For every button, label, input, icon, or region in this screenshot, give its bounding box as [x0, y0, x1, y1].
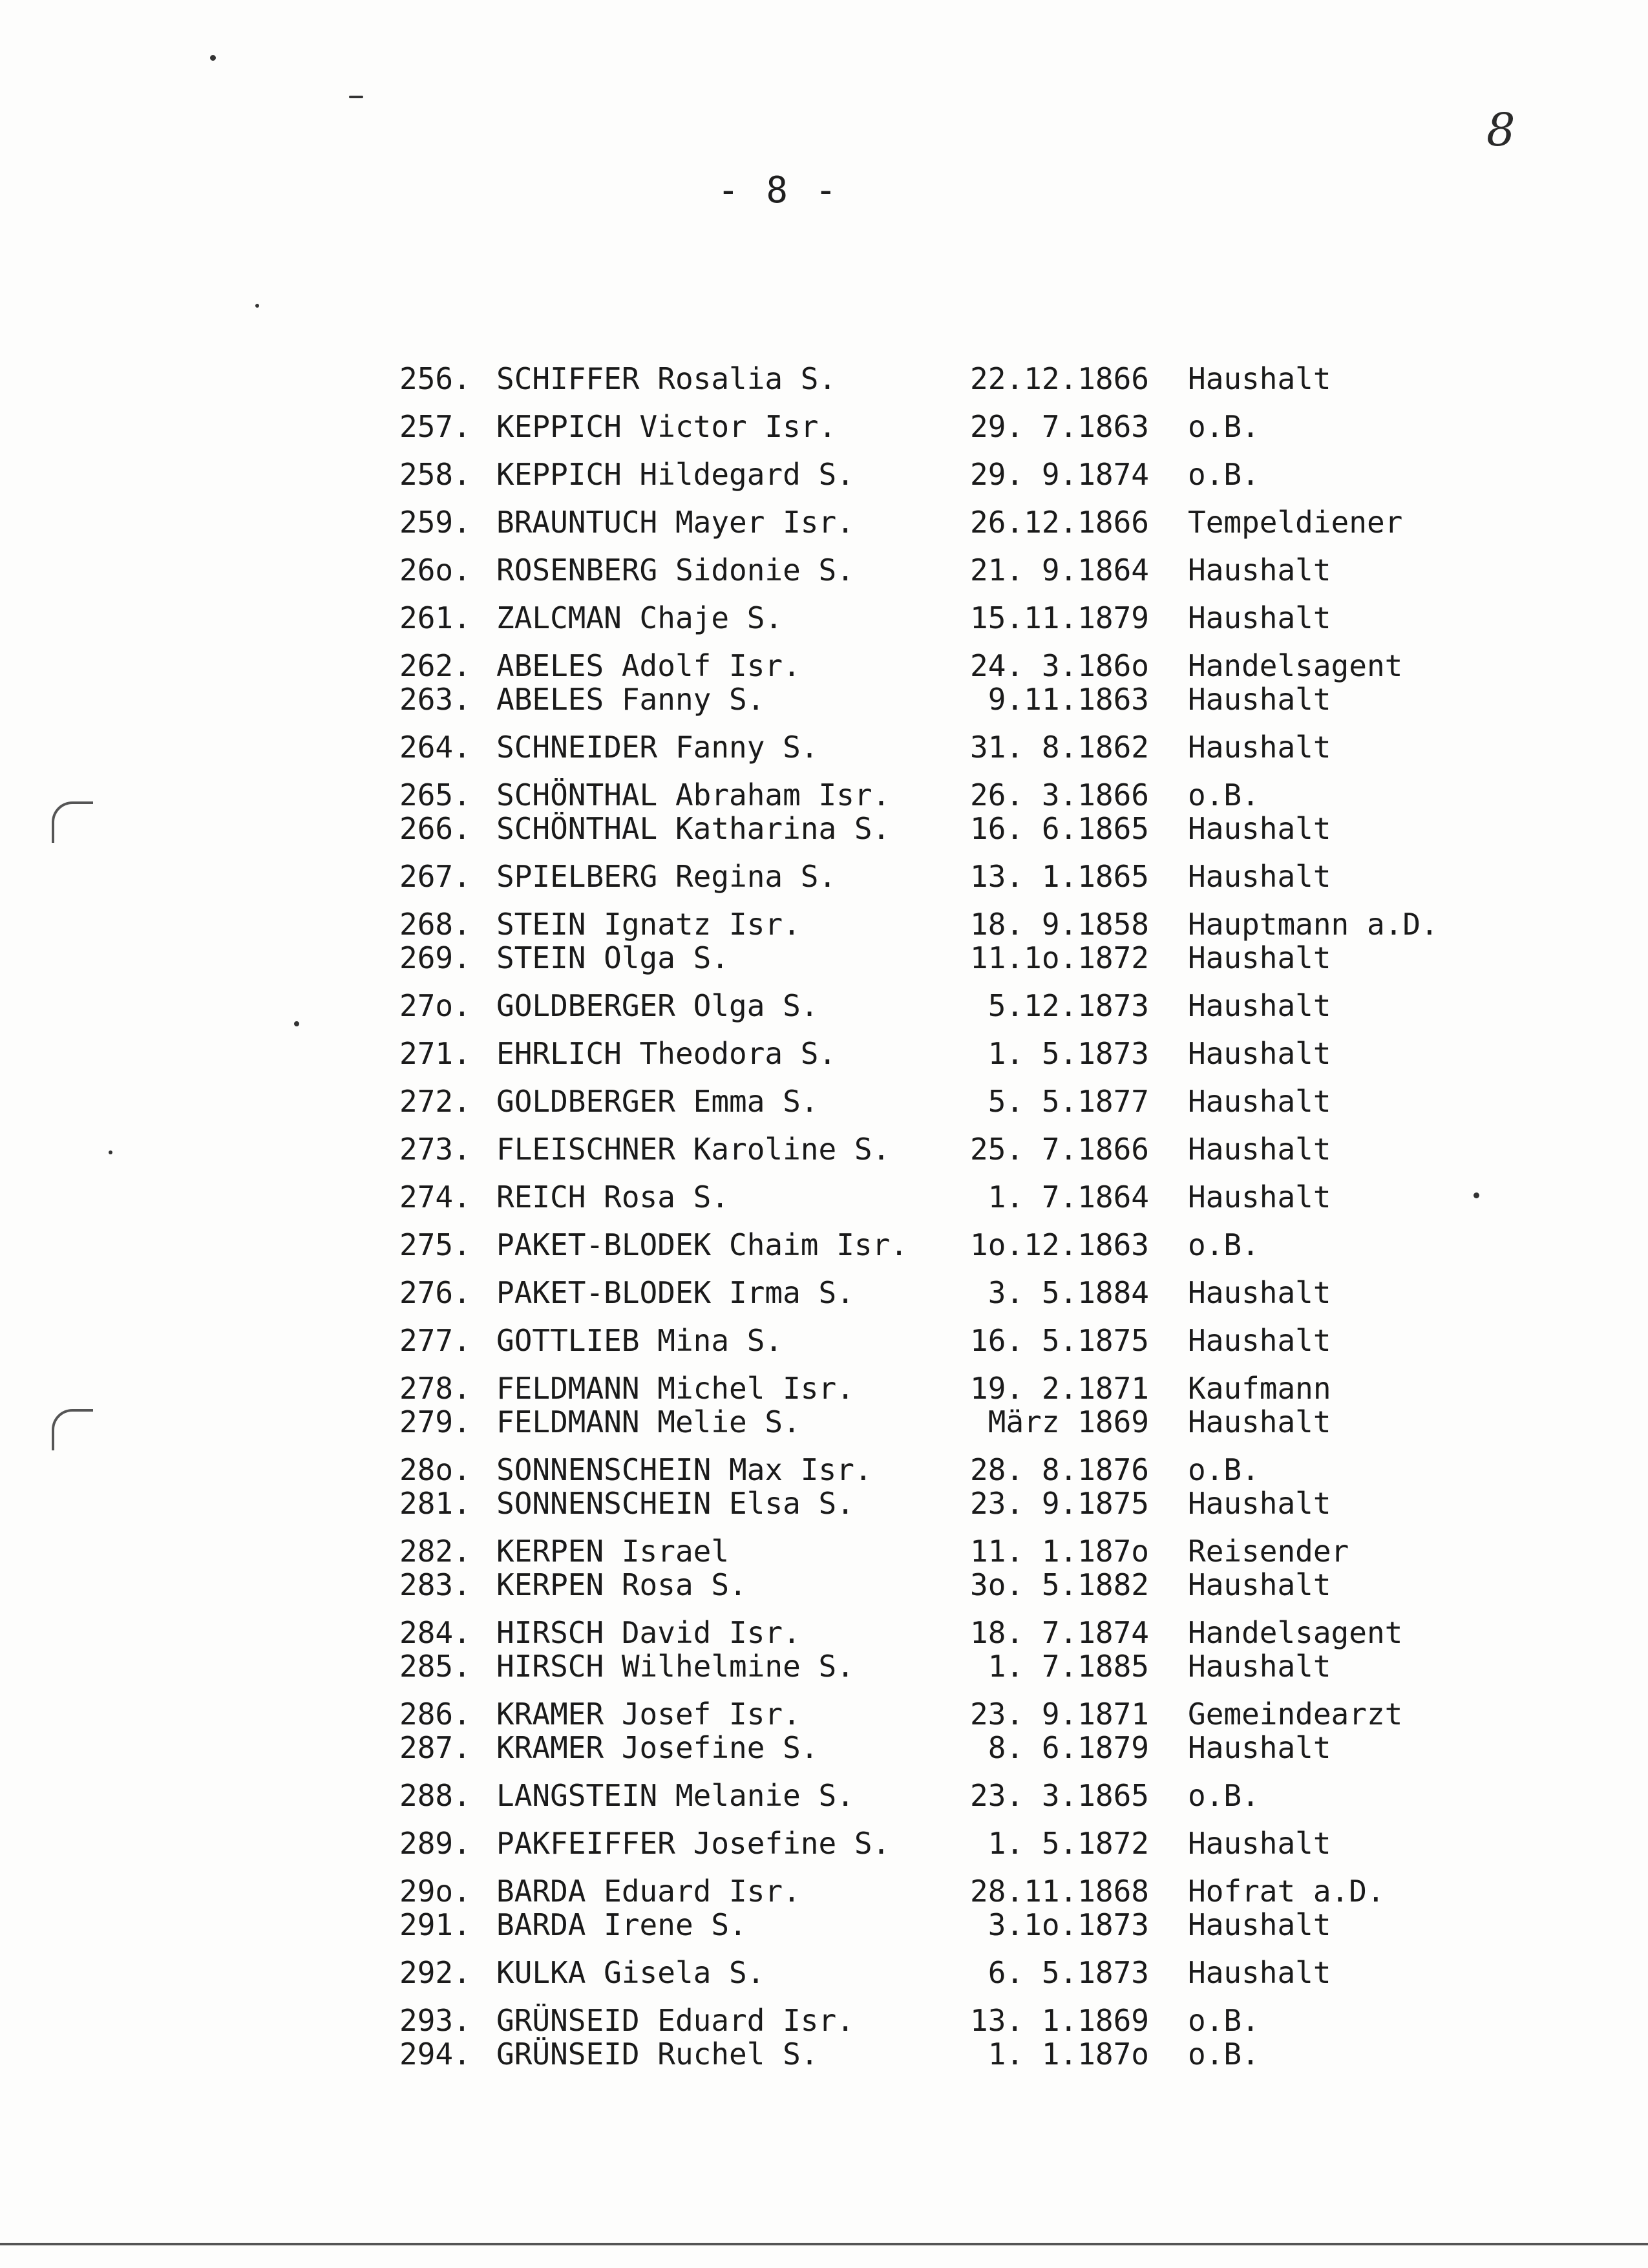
entry-name: KULKA Gisela S. — [496, 1956, 765, 1989]
scan-speck — [109, 1150, 112, 1154]
entry-row — [399, 649, 1524, 683]
entry-name: KRAMER Josefine S. — [496, 1731, 819, 1765]
entry-row — [399, 458, 1524, 491]
entry-row — [399, 1085, 1524, 1118]
scan-speck — [349, 96, 363, 98]
entry-row — [399, 2004, 1524, 2037]
entry-occupation: Haushalt — [1188, 1827, 1331, 1860]
entry-number: 266. — [399, 811, 471, 846]
entry-row — [399, 1908, 1524, 1942]
entry-birth-date: 23. 9.1871 — [970, 1697, 1149, 1732]
entry-birth-date: 11.1o.1872 — [970, 940, 1149, 975]
entry-name: KERPEN Rosa S. — [496, 1568, 747, 1602]
entry-group — [399, 601, 1524, 635]
entry-name: BARDA Irene S. — [496, 1908, 747, 1942]
entry-occupation: Haushalt — [1188, 1085, 1331, 1118]
entry-name: BRAUNTUCH Mayer Isr. — [496, 505, 854, 539]
scan-speck — [1474, 1192, 1479, 1198]
entry-group — [399, 1132, 1524, 1166]
entry-occupation: Haushalt — [1188, 1324, 1331, 1357]
entry-number: 271. — [399, 1036, 471, 1071]
entry-occupation: Handelsagent — [1188, 649, 1403, 683]
entry-number: 276. — [399, 1275, 471, 1310]
entry-row — [399, 601, 1524, 635]
entry-group — [399, 1037, 1524, 1070]
entry-name: SCHIFFER Rosalia S. — [496, 362, 837, 396]
entry-occupation: Haushalt — [1188, 362, 1331, 396]
entry-number: 265. — [399, 778, 471, 812]
entry-row — [399, 1779, 1524, 1812]
entry-occupation: o.B. — [1188, 1453, 1260, 1487]
entry-occupation: Haushalt — [1188, 683, 1331, 716]
entry-group — [399, 1616, 1524, 1683]
entry-name: REICH Rosa S. — [496, 1180, 730, 1214]
entry-birth-date: 1. 1.187o — [988, 2037, 1149, 2072]
entry-occupation: Gemeindearzt — [1188, 1697, 1403, 1731]
entry-birth-date: 23. 9.1875 — [970, 1486, 1149, 1521]
entry-occupation: Haushalt — [1188, 989, 1331, 1023]
entry-number: 26o. — [399, 553, 471, 588]
entry-occupation: o.B. — [1188, 778, 1260, 812]
entry-birth-date: 18. 7.1874 — [970, 1615, 1149, 1650]
entry-name: BARDA Eduard Isr. — [496, 1874, 801, 1908]
entry-occupation: Haushalt — [1188, 1405, 1331, 1439]
entry-row — [399, 1228, 1524, 1262]
entry-birth-date: 23. 3.1865 — [970, 1778, 1149, 1813]
entry-occupation: o.B. — [1188, 2004, 1260, 2037]
entry-name: HIRSCH David Isr. — [496, 1616, 801, 1649]
entry-row — [399, 1405, 1524, 1439]
entry-birth-date: 1o.12.1863 — [970, 1227, 1149, 1262]
entry-occupation: Haushalt — [1188, 941, 1331, 975]
entry-name: LANGSTEIN Melanie S. — [496, 1779, 854, 1812]
entry-birth-date: 13. 1.1865 — [970, 859, 1149, 894]
entry-birth-date: 5. 5.1877 — [988, 1084, 1149, 1119]
entry-row — [399, 730, 1524, 764]
entry-name: ABELES Adolf Isr. — [496, 649, 801, 683]
entry-occupation: o.B. — [1188, 1779, 1260, 1812]
entry-birth-date: 3o. 5.1882 — [970, 1567, 1149, 1602]
entry-name: KEPPICH Victor Isr. — [496, 410, 837, 443]
entry-number: 259. — [399, 505, 471, 540]
entry-row — [399, 362, 1524, 396]
punch-hole-mark — [52, 1409, 93, 1450]
entry-birth-date: 28.11.1868 — [970, 1874, 1149, 1909]
entry-group — [399, 458, 1524, 491]
entry-birth-date: 1. 5.1872 — [988, 1826, 1149, 1861]
entry-row — [399, 683, 1524, 716]
entry-birth-date: 1. 7.1885 — [988, 1649, 1149, 1684]
entry-birth-date: 16. 6.1865 — [970, 811, 1149, 846]
entry-number: 279. — [399, 1404, 471, 1439]
entry-birth-date: 6. 5.1873 — [988, 1955, 1149, 1990]
entry-number: 28o. — [399, 1452, 471, 1487]
entry-row — [399, 1827, 1524, 1860]
entry-row — [399, 1132, 1524, 1166]
entry-group — [399, 1779, 1524, 1812]
entry-name: GOLDBERGER Olga S. — [496, 989, 819, 1023]
entry-birth-date: 1. 7.1864 — [988, 1180, 1149, 1214]
entry-name: KEPPICH Hildegard S. — [496, 458, 854, 491]
entry-name: SONNENSCHEIN Max Isr. — [496, 1453, 872, 1487]
entry-name: STEIN Ignatz Isr. — [496, 907, 801, 941]
entry-number: 281. — [399, 1486, 471, 1521]
entry-row — [399, 1874, 1524, 1908]
scan-speck — [294, 1021, 299, 1026]
entry-number: 29o. — [399, 1874, 471, 1909]
entry-name: ZALCMAN Chaje S. — [496, 601, 783, 635]
entry-birth-date: 28. 8.1876 — [970, 1452, 1149, 1487]
entry-birth-date: 9.11.1863 — [988, 682, 1149, 717]
entry-list — [399, 362, 1524, 2085]
entry-number: 263. — [399, 682, 471, 717]
entry-name: FELDMANN Michel Isr. — [496, 1372, 854, 1405]
entry-number: 274. — [399, 1180, 471, 1214]
entry-occupation: Haushalt — [1188, 1649, 1331, 1683]
entry-group — [399, 1372, 1524, 1439]
scan-edge-line — [0, 2243, 1648, 2245]
entry-name: FLEISCHNER Karoline S. — [496, 1132, 891, 1166]
entry-number: 282. — [399, 1534, 471, 1569]
entry-number: 267. — [399, 859, 471, 894]
entry-name: SPIELBERG Regina S. — [496, 860, 837, 893]
entry-group — [399, 1827, 1524, 1860]
scan-speck — [255, 304, 259, 308]
entry-birth-date: 8. 6.1879 — [988, 1730, 1149, 1765]
entry-occupation: Haushalt — [1188, 1132, 1331, 1166]
entry-row — [399, 1697, 1524, 1731]
entry-occupation: o.B. — [1188, 458, 1260, 491]
entry-birth-date: 3. 5.1884 — [988, 1275, 1149, 1310]
entry-number: 287. — [399, 1730, 471, 1765]
entry-group — [399, 1874, 1524, 1942]
entry-name: GRÜNSEID Ruchel S. — [496, 2037, 819, 2071]
entry-group — [399, 410, 1524, 443]
entry-birth-date: 15.11.1879 — [970, 600, 1149, 635]
entry-number: 258. — [399, 457, 471, 492]
entry-row — [399, 1487, 1524, 1520]
entry-name: SCHÖNTHAL Abraham Isr. — [496, 778, 891, 812]
entry-occupation: Hauptmann a.D. — [1188, 907, 1439, 941]
entry-birth-date: 26.12.1866 — [970, 505, 1149, 540]
entry-birth-date: 31. 8.1862 — [970, 730, 1149, 765]
entry-row — [399, 1649, 1524, 1683]
entry-birth-date: 16. 5.1875 — [970, 1323, 1149, 1358]
entry-row — [399, 1731, 1524, 1765]
entry-number: 275. — [399, 1227, 471, 1262]
entry-name: PAKFEIFFER Josefine S. — [496, 1827, 891, 1860]
entry-number: 272. — [399, 1084, 471, 1119]
entry-birth-date: 1. 5.1873 — [988, 1036, 1149, 1071]
entry-number: 269. — [399, 940, 471, 975]
entry-number: 262. — [399, 648, 471, 683]
entry-name: GRÜNSEID Eduard Isr. — [496, 2004, 854, 2037]
entry-row — [399, 1180, 1524, 1214]
entry-group — [399, 1453, 1524, 1520]
entry-birth-date: 18. 9.1858 — [970, 907, 1149, 942]
entry-row — [399, 1324, 1524, 1357]
entry-number: 293. — [399, 2003, 471, 2038]
entry-birth-date: 22.12.1866 — [970, 361, 1149, 396]
entry-number: 286. — [399, 1697, 471, 1732]
entry-occupation: Haushalt — [1188, 1276, 1331, 1309]
entry-number: 256. — [399, 361, 471, 396]
entry-birth-date: 19. 2.1871 — [970, 1371, 1149, 1406]
entry-row — [399, 1037, 1524, 1070]
entry-number: 285. — [399, 1649, 471, 1684]
entry-occupation: Hofrat a.D. — [1188, 1874, 1385, 1908]
entry-birth-date: 21. 9.1864 — [970, 553, 1149, 588]
entry-birth-date: 29. 9.1874 — [970, 457, 1149, 492]
punch-hole-mark — [52, 801, 93, 843]
entry-row — [399, 907, 1524, 941]
entry-birth-date: 25. 7.1866 — [970, 1132, 1149, 1167]
entry-number: 261. — [399, 600, 471, 635]
entry-group — [399, 2004, 1524, 2071]
entry-row — [399, 1372, 1524, 1405]
entry-group — [399, 1697, 1524, 1765]
scan-speck — [210, 55, 216, 61]
entry-occupation: Haushalt — [1188, 1908, 1331, 1942]
entry-occupation: Haushalt — [1188, 1956, 1331, 1989]
entry-row — [399, 505, 1524, 539]
entry-occupation: Haushalt — [1188, 1731, 1331, 1765]
entry-group — [399, 505, 1524, 539]
entry-row — [399, 1568, 1524, 1602]
entry-occupation: o.B. — [1188, 1228, 1260, 1262]
entry-group — [399, 860, 1524, 893]
entry-row — [399, 2037, 1524, 2071]
entry-occupation: Kaufmann — [1188, 1372, 1331, 1405]
entry-name: SCHÖNTHAL Katharina S. — [496, 812, 891, 845]
entry-group — [399, 730, 1524, 764]
handwritten-page-mark: 8 — [1486, 103, 1516, 156]
entry-name: KERPEN Israel — [496, 1534, 730, 1568]
entry-birth-date: 26. 3.1866 — [970, 778, 1149, 812]
entry-birth-date: 13. 1.1869 — [970, 2003, 1149, 2038]
entry-birth-date: 29. 7.1863 — [970, 409, 1149, 444]
entry-number: 27o. — [399, 988, 471, 1023]
entry-name: PAKET-BLODEK Chaim Isr. — [496, 1228, 908, 1262]
entry-name: ROSENBERG Sidonie S. — [496, 553, 854, 587]
entry-name: GOLDBERGER Emma S. — [496, 1085, 819, 1118]
entry-birth-date: März 1869 — [988, 1404, 1149, 1439]
page-number: - 8 - — [717, 169, 840, 211]
entry-number: 264. — [399, 730, 471, 765]
entry-number: 277. — [399, 1323, 471, 1358]
entry-occupation: Haushalt — [1188, 860, 1331, 893]
entry-birth-date: 5.12.1873 — [988, 988, 1149, 1023]
entry-group — [399, 1276, 1524, 1309]
entry-occupation: Haushalt — [1188, 730, 1331, 764]
entry-name: HIRSCH Wilhelmine S. — [496, 1649, 854, 1683]
entry-number: 292. — [399, 1955, 471, 1990]
entry-occupation: Haushalt — [1188, 553, 1331, 587]
entry-number: 278. — [399, 1371, 471, 1406]
entry-name: ABELES Fanny S. — [496, 683, 765, 716]
entry-row — [399, 812, 1524, 845]
entry-group — [399, 1956, 1524, 1989]
entry-number: 289. — [399, 1826, 471, 1861]
entry-name: KRAMER Josef Isr. — [496, 1697, 801, 1731]
entry-name: EHRLICH Theodora S. — [496, 1037, 837, 1070]
entry-occupation: o.B. — [1188, 2037, 1260, 2071]
entry-number: 257. — [399, 409, 471, 444]
entry-row — [399, 410, 1524, 443]
entry-occupation: o.B. — [1188, 410, 1260, 443]
entry-group — [399, 778, 1524, 845]
entry-occupation: Haushalt — [1188, 1180, 1331, 1214]
entry-birth-date: 3.1o.1873 — [988, 1907, 1149, 1942]
entry-row — [399, 553, 1524, 587]
entry-row — [399, 1276, 1524, 1309]
entry-group — [399, 362, 1524, 396]
entry-name: STEIN Olga S. — [496, 941, 730, 975]
entry-number: 268. — [399, 907, 471, 942]
entry-occupation: Haushalt — [1188, 601, 1331, 635]
entry-name: GOTTLIEB Mina S. — [496, 1324, 783, 1357]
entry-row — [399, 1534, 1524, 1568]
entry-occupation: Handelsagent — [1188, 1616, 1403, 1649]
entry-number: 288. — [399, 1778, 471, 1813]
entry-row — [399, 1956, 1524, 1989]
entry-group — [399, 1534, 1524, 1602]
entry-number: 283. — [399, 1567, 471, 1602]
entry-group — [399, 989, 1524, 1023]
entry-group — [399, 1085, 1524, 1118]
entry-occupation: Reisender — [1188, 1534, 1349, 1568]
entry-group — [399, 907, 1524, 975]
entry-number: 291. — [399, 1907, 471, 1942]
entry-occupation: Haushalt — [1188, 812, 1331, 845]
entry-number: 273. — [399, 1132, 471, 1167]
entry-name: PAKET-BLODEK Irma S. — [496, 1276, 854, 1309]
entry-name: SCHNEIDER Fanny S. — [496, 730, 819, 764]
entry-row — [399, 1453, 1524, 1487]
entry-group — [399, 1180, 1524, 1214]
entry-group — [399, 1324, 1524, 1357]
entry-group — [399, 1228, 1524, 1262]
entry-row — [399, 941, 1524, 975]
entry-row — [399, 989, 1524, 1023]
entry-occupation: Tempeldiener — [1188, 505, 1403, 539]
entry-birth-date: 24. 3.186o — [970, 648, 1149, 683]
entry-occupation: Haushalt — [1188, 1487, 1331, 1520]
entry-group — [399, 553, 1524, 587]
entry-row — [399, 1616, 1524, 1649]
entry-number: 284. — [399, 1615, 471, 1650]
entry-number: 294. — [399, 2037, 471, 2072]
entry-row — [399, 778, 1524, 812]
entry-name: FELDMANN Melie S. — [496, 1405, 801, 1439]
entry-occupation: Haushalt — [1188, 1568, 1331, 1602]
entry-row — [399, 860, 1524, 893]
entry-group — [399, 649, 1524, 716]
entry-name: SONNENSCHEIN Elsa S. — [496, 1487, 854, 1520]
entry-occupation: Haushalt — [1188, 1037, 1331, 1070]
entry-birth-date: 11. 1.187o — [970, 1534, 1149, 1569]
